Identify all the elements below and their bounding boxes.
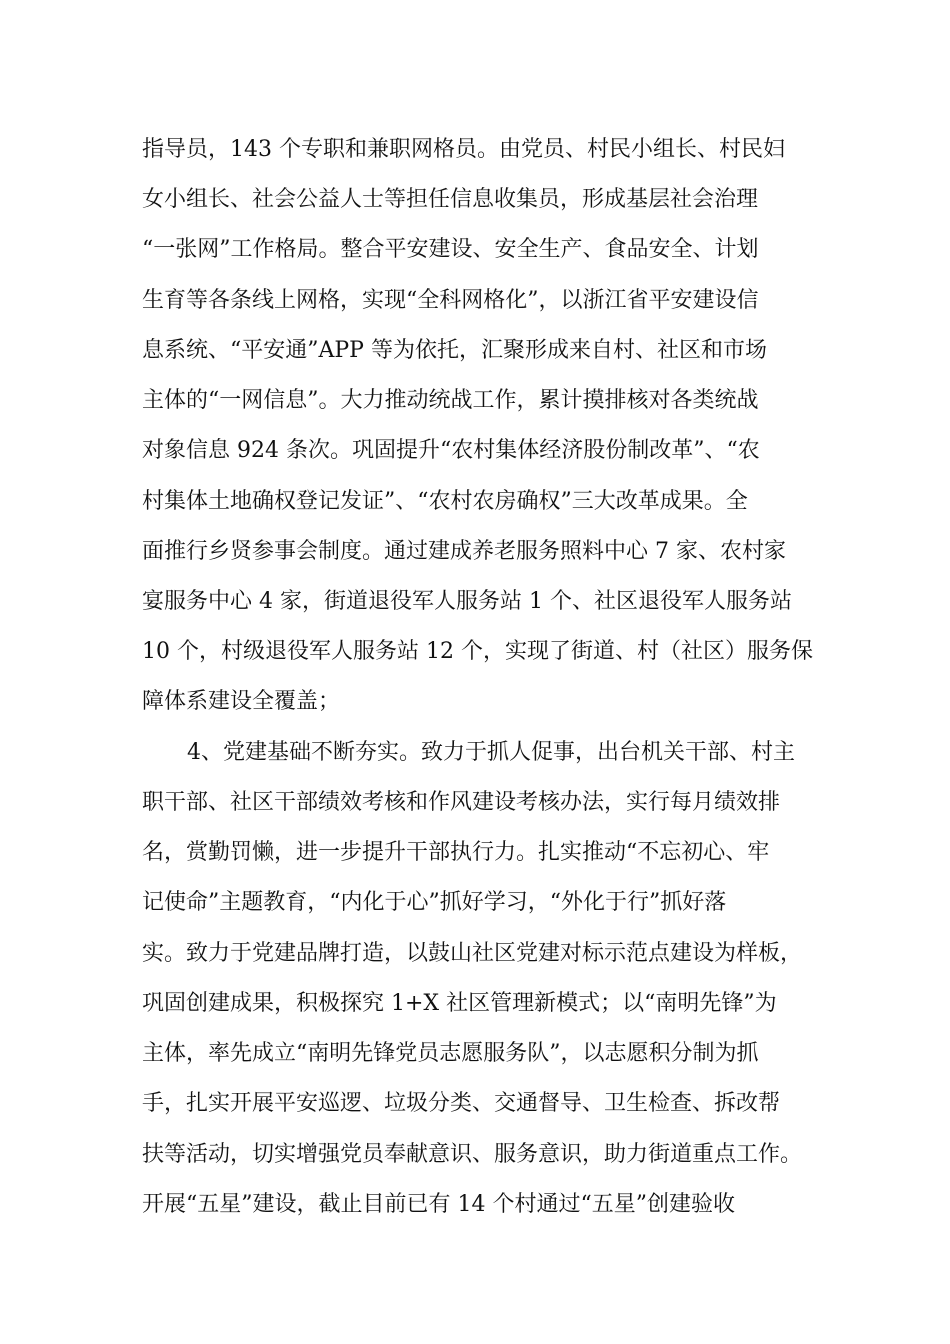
text-line: 主体的“一网信息”。大力推动统战工作，累计摸排核对各类统战 xyxy=(142,388,759,413)
text-line: 村集体土地确权登记发证”、“农村农房确权”三大改革成果。全 xyxy=(142,489,748,514)
text-line: 面推行乡贤参事会制度。通过建成养老服务照料中心 7 家、农村家 xyxy=(142,539,786,564)
text-line: 主体，率先成立“南明先锋党员志愿服务队”，以志愿积分制为抓 xyxy=(142,1041,759,1066)
text-line: 手，扎实开展平安巡逻、垃圾分类、交通督导、卫生检查、拆改帮 xyxy=(142,1091,781,1116)
text-line: 指导员，143 个专职和兼职网格员。由党员、村民小组长、村民妇 xyxy=(142,137,785,162)
text-line: 宴服务中心 4 家，街道退役军人服务站 1 个、社区退役军人服务站 xyxy=(142,589,792,614)
text-line: 对象信息 924 条次。巩固提升“农村集体经济股份制改革”、“农 xyxy=(142,438,760,463)
text-line: 4、党建基础不断夯实。致力于抓人促事，出台机关干部、村主 xyxy=(187,740,795,765)
text-line: 生育等各条线上网格，实现“全科网格化”，以浙江省平安建设信 xyxy=(142,288,759,313)
text-line: 开展“五星”建设，截止目前已有 14 个村通过“五星”创建验收 xyxy=(142,1192,735,1217)
text-line: 扶等活动，切实增强党员奉献意识、服务意识，助力街道重点工作。 xyxy=(142,1142,803,1167)
text-line: 息系统、“平安通”APP 等为依托，汇聚形成来自村、社区和市场 xyxy=(142,338,767,363)
text-line: “一张网”工作格局。整合平安建设、安全生产、食品安全、计划 xyxy=(142,237,759,262)
text-line: 实。致力于党建品牌打造，以鼓山社区党建对标示范点建设为样板， xyxy=(142,941,803,966)
text-line: 巩固创建成果，积极探究 1+X 社区管理新模式；以“南明先锋”为 xyxy=(142,991,777,1016)
text-line: 名，赏勤罚懒，进一步提升干部执行力。扎实推动“不忘初心、牢 xyxy=(142,840,770,865)
text-line: 女小组长、社会公益人士等担任信息收集员，形成基层社会治理 xyxy=(142,187,759,212)
text-line: 10 个，村级退役军人服务站 12 个，实现了街道、村（社区）服务保 xyxy=(142,639,813,664)
text-line: 障体系建设全覆盖； xyxy=(142,689,341,714)
text-line: 记使命”主题教育，“内化于心”抓好学习，“外化于行”抓好落 xyxy=(142,890,727,915)
text-line: 职干部、社区干部绩效考核和作风建设考核办法，实行每月绩效排 xyxy=(142,790,781,815)
